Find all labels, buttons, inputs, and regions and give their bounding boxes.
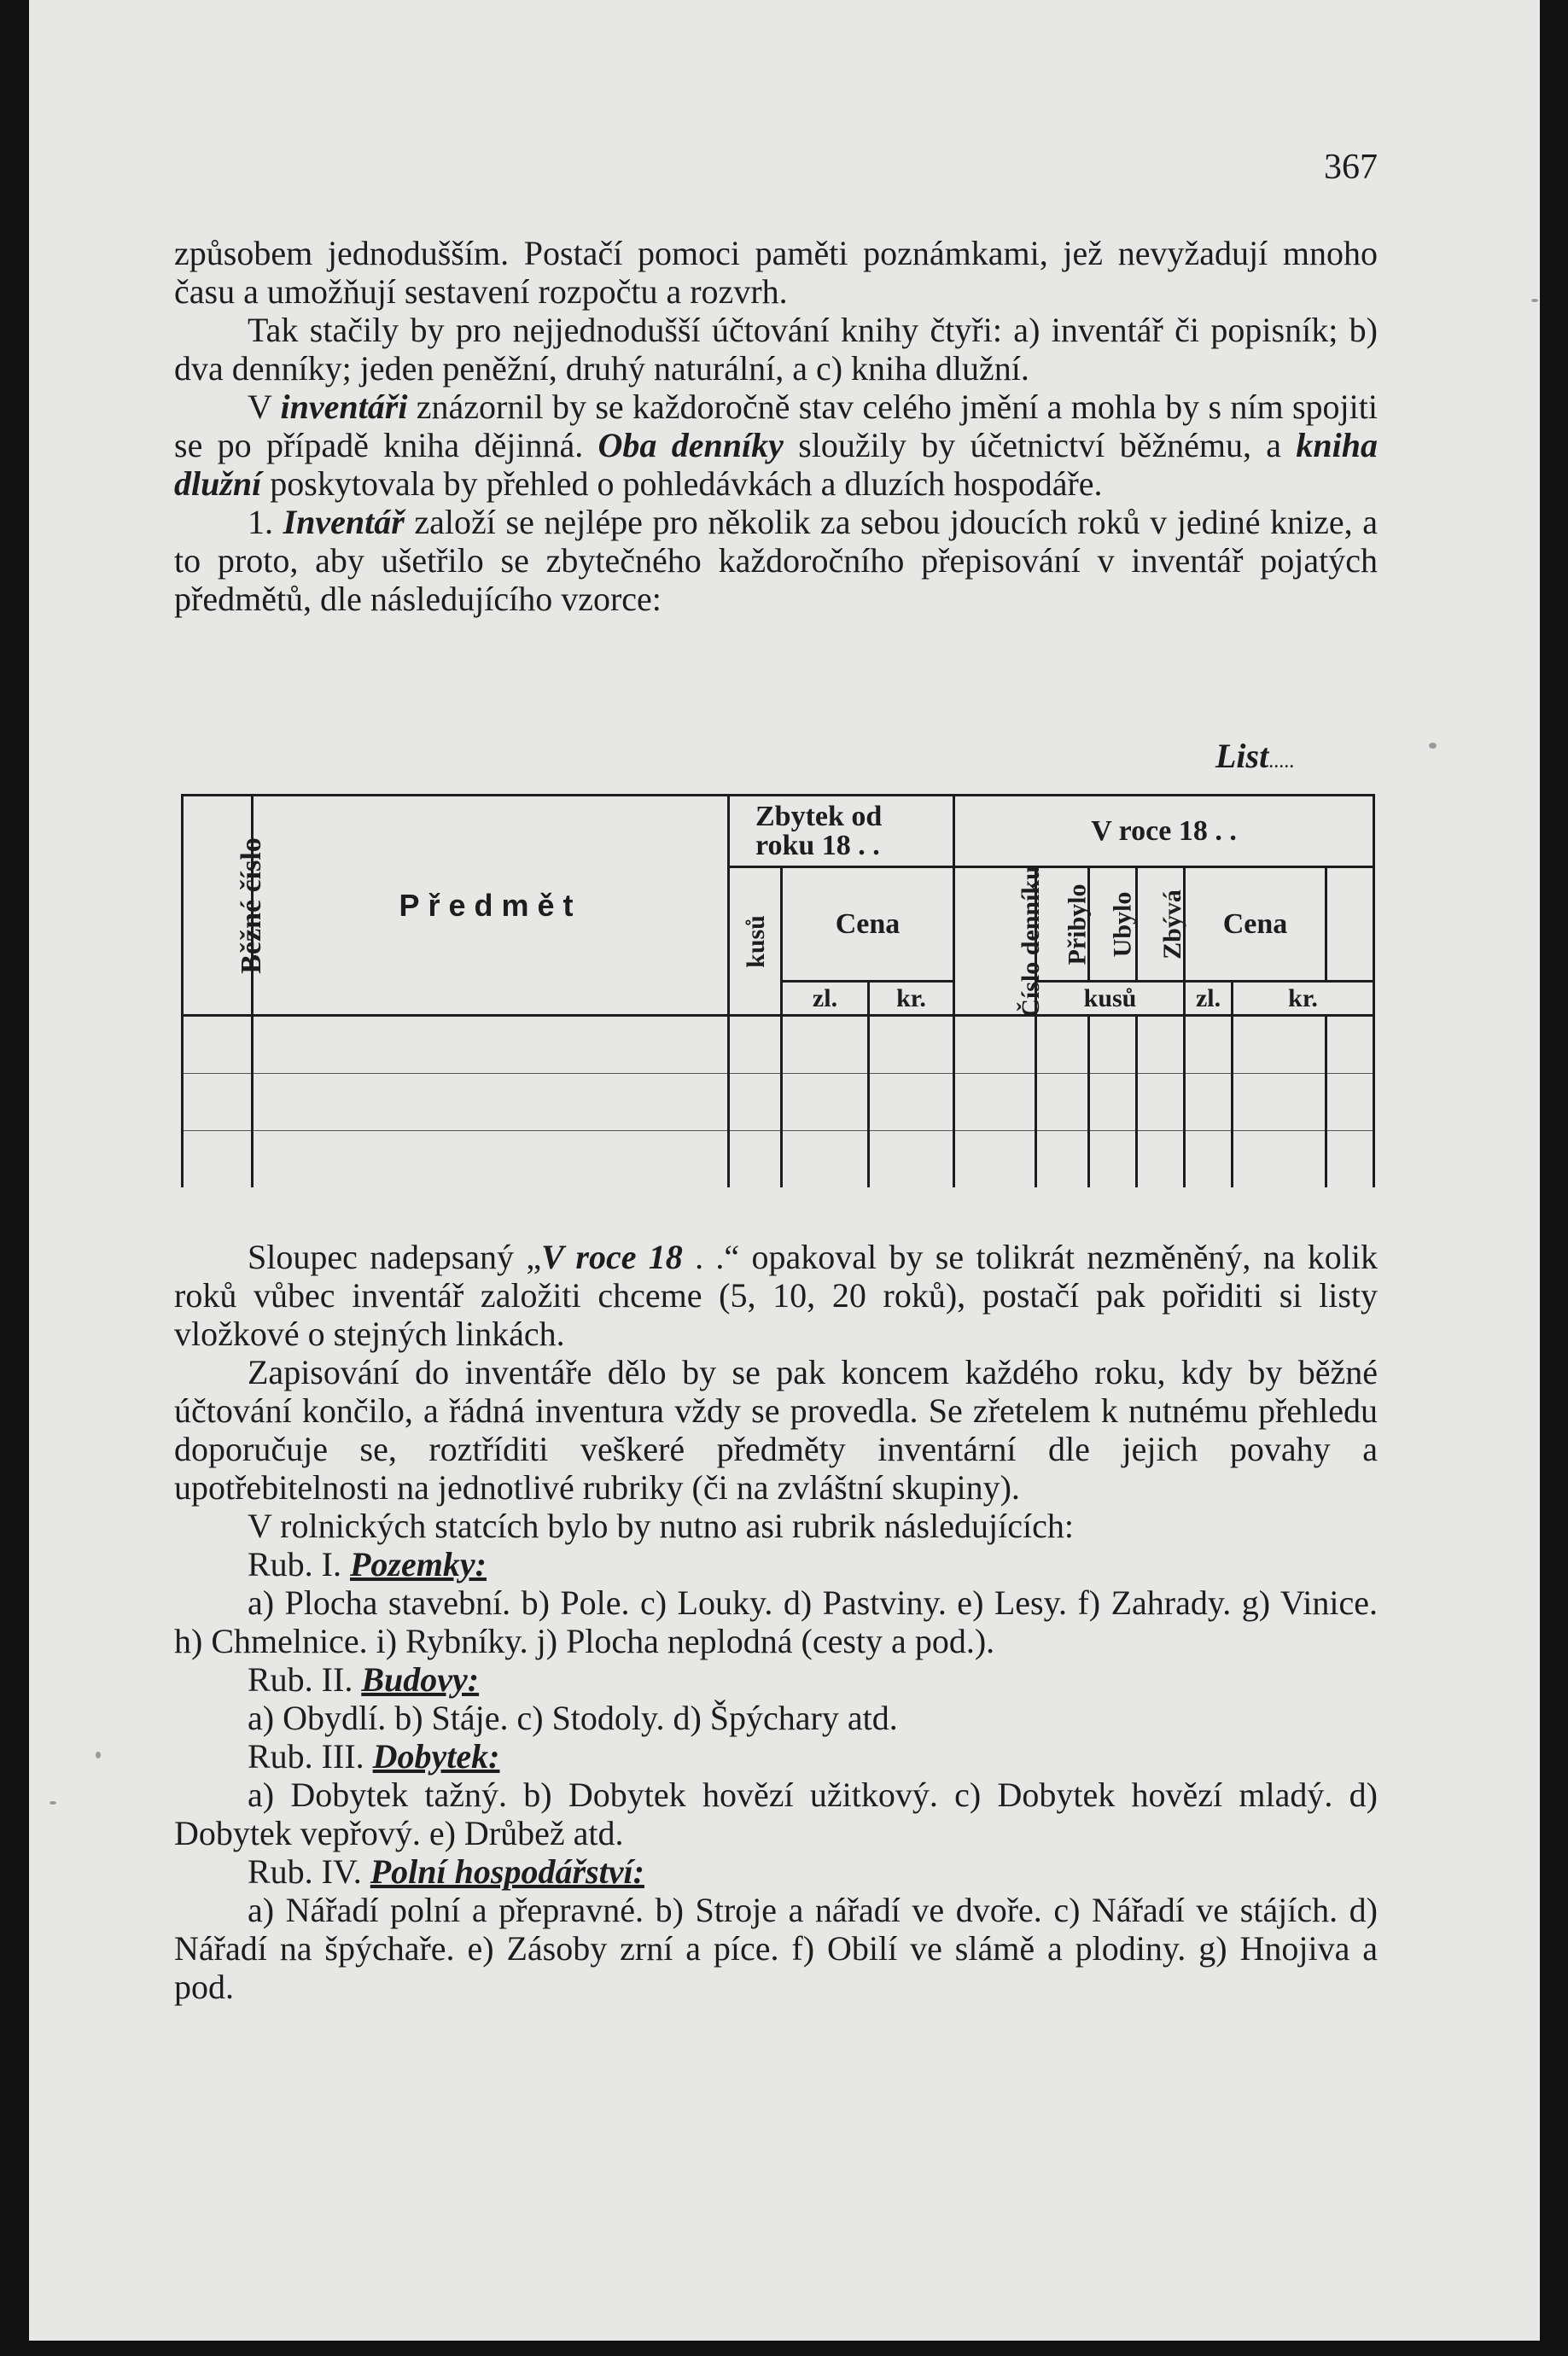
paragraph-2: Tak stačily by pro nejjednodušší účtování knihy čtyři: a) inventář či popisník; b) dva denníky; jeden peněžní, druhý naturální, a c) kniha dlužní. [174, 311, 1378, 388]
col-zbyva: Zbývá [1137, 867, 1185, 982]
col-spacer [1326, 867, 1374, 982]
p3-e: sloužily by účetnictví běžnému, a [783, 426, 1297, 464]
col-pribylo: Přibylo [1036, 867, 1089, 982]
paragraph-1: způsobem jednodušším. Postačí pomoci paměti poznámkami, jež nevyžadují mnoho času a umožňují sestavení rozpočtu a rozvrh. [174, 234, 1378, 311]
page-number: 367 [1324, 148, 1378, 187]
rub-4-title: Rub. IV. Polní hospodářství: [248, 1852, 644, 1891]
inventory-table [181, 794, 1375, 1187]
smudge [1531, 299, 1538, 302]
p3-inventari: inventáři [280, 388, 408, 426]
rub-4-items: a) Nářadí polní a přepravné. b) Stroje a nářadí ve dvoře. c) Nářadí ve stájích. d) Nářadí na špýchaře. e) Zásoby zrní a píce. f) Obilí ve slámě a plodiny. g) Hnojiva a pod. [174, 1891, 1378, 2006]
rub-3-title: Rub. III. Dobytek: [248, 1737, 500, 1776]
smudge [1429, 743, 1437, 749]
col-v-roce: V roce 18 . . [954, 796, 1374, 867]
col-zbytek: Zbytek od roku 18 . . [729, 796, 954, 867]
rub-2-items: a) Obydlí. b) Stáje. c) Stodoly. d) Špýchary atd. [248, 1699, 898, 1737]
col-predmet: Předmět [253, 796, 729, 1016]
paragraph-6: Zapisování do inventáře dělo by se pak koncem každého roku, kdy by běžné účtování končilo, a řádná inventura vždy se provedla. Se zřetelem k nutnému přehledu doporučuje se, roztříditi veškeré předměty inventární dle jejich povahy a upotřebitelnosti na jednotlivé rubriky (či na zvláštní skupiny). [174, 1353, 1378, 1507]
rub-3-items: a) Dobytek tažný. b) Dobytek hovězí užitkový. c) Dobytek hovězí mladý. d) Dobytek vepřový. e) Drůbež atd. [174, 1776, 1378, 1852]
paragraph-5: Sloupec nadepsaný „V roce 18 . .“ opakoval by se tolikrát nezměněný, na kolik roků vůbec inventář založiti chceme (5, 10, 20 roků), postačí pak pořiditi si listy vložkové o stejných linkách. [174, 1238, 1379, 1353]
rub-2-title: Rub. II. Budovy: [248, 1660, 480, 1699]
list-label: List..... [1215, 737, 1295, 775]
col-kusu-2: kusů [1036, 982, 1185, 1016]
rub-1-items: a) Plocha stavební. b) Pole. c) Louky. d) Pastviny. e) Lesy. f) Zahrady. g) Vinice. h) Chmelnice. i) Rybníky. j) Plocha neplodná (cesty a pod.). [174, 1583, 1378, 1660]
col-ubylo: Ubylo [1089, 867, 1137, 982]
table-row [183, 1016, 1374, 1074]
p3-oba-denniky: Oba denníky [597, 426, 784, 464]
col-zl-1: zl. [782, 982, 869, 1016]
page-sheet [29, 0, 1540, 2341]
smudge [96, 1752, 101, 1758]
p4-a: 1. [248, 503, 283, 541]
table-row [183, 1074, 1374, 1131]
paragraph-7: V rolnických statcích bylo by nutno asi rubrik následujících: [248, 1507, 1074, 1545]
col-zl-2: zl. [1185, 982, 1233, 1016]
p3-kniha-dluzni: kniha dlužní [174, 426, 1378, 503]
p3-g: poskytovala by přehled o pohledávkách a dluzích hospodáře. [261, 464, 1103, 503]
smudge [50, 1801, 56, 1805]
p4-c: založí se nejlépe pro několik za sebou jdoucích roků v jediné knize, a to proto, aby ušetřilo se zbytečného každoročního přepisování v inventář pojatých předmětů, dle následujícího vzorce: [174, 503, 1379, 618]
p4-inventar: Inventář [283, 503, 405, 541]
paragraph-3 [174, 388, 1378, 503]
p3-a: V [248, 388, 281, 426]
table-row [183, 1131, 1374, 1188]
col-kr-1: kr. [869, 982, 954, 1016]
col-cislo-denniku: Číslo denníku [954, 867, 1036, 1016]
col-cena-2: Cena [1185, 867, 1326, 982]
p3-c: znázornil by se každoročně stav celého jmění a mohla by s ním spojiti se po případě kniha dějinná. [174, 388, 1378, 464]
intro-text [174, 234, 1378, 618]
paragraph-4 [174, 503, 1378, 618]
col-kusu-1: kusů [729, 867, 782, 1016]
col-bezne-cislo: Běžné číslo [183, 796, 253, 1016]
col-cena-1: Cena [782, 867, 954, 982]
lower-text [174, 1238, 1378, 2006]
rub-1-title: Rub. I. Pozemky: [248, 1545, 487, 1583]
col-kr-2: kr. [1233, 982, 1374, 1016]
